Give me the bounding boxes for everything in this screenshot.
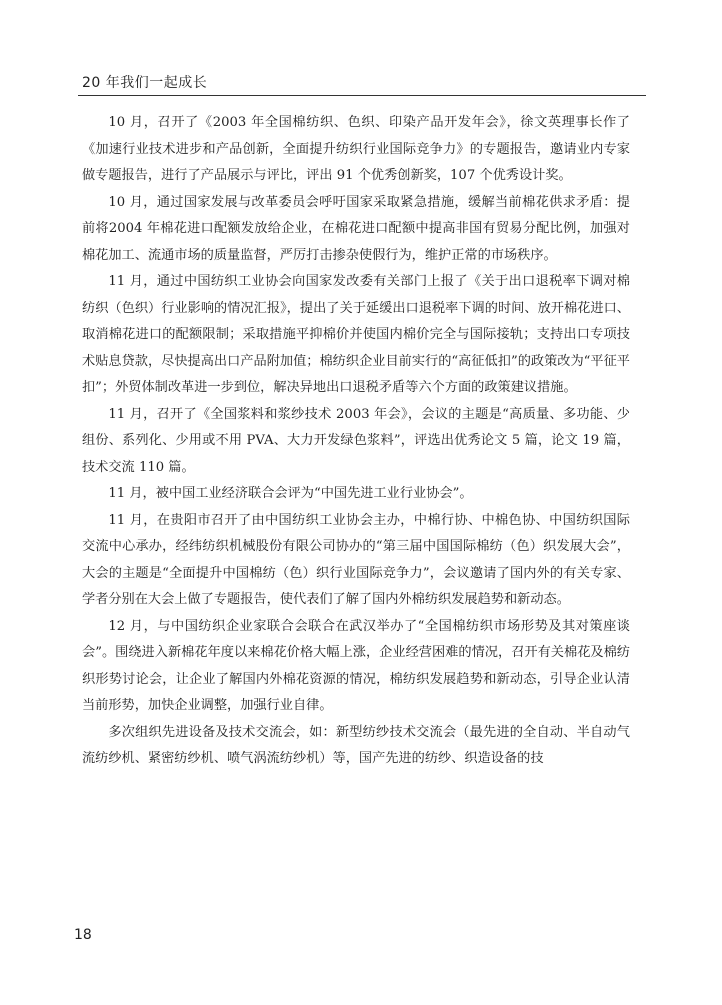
paragraph: 11 月，被中国工业经济联合会评为“中国先进工业行业协会”。 (108, 486, 473, 501)
paragraph: 11 月，通过中国纺织工业协会向国家发改委有关部门上报了《关于出口退税率下调对棉纺织（色织）行业影响的情况汇报》，提出了关于延缓出口退税率下调的时间、放开棉花进口、取消棉花进口的配额限制；采取措施平抑棉价并使国内棉价完全与国际接轨；支持出口专项技术贴息贷款，尽快提高出口产品附加值；棉纺织企业目前实行的“高征低扣”的政策改为“平征平扣”；外贸体制改革进一步到位，解决异地出口退税矛盾等六个方面的政策建议措施。 (82, 274, 630, 395)
page-number: 18 (74, 927, 92, 943)
running-header: 20 年我们一起成长 (82, 75, 208, 91)
paragraph: 11 月，召开了《全国浆料和浆纱技术 2003 年会》，会议的主题是“高质量、多功能、少组份、系列化、少用或不用 PVA、大力开发绿色浆料”，评选出优秀论文 5 篇，论文 19 篇，技术交流 110 篇。 (82, 406, 630, 475)
paragraph: 10 月，召开了《2003 年全国棉纺织、色织、印染产品开发年会》，徐文英理事长作了《加速行业技术进步和产品创新，全面提升纺织行业国际竞争力》的专题报告，邀请业内专家做专题报告，进行了产品展示与评比，评出 91 个优秀创新奖，107 个优秀设计奖。 (82, 115, 630, 183)
body-text (82, 110, 630, 773)
paragraph: 12 月，与中国纺织企业家联合会联合在武汉举办了“全国棉纺织市场形势及其对策座谈会”。围绕进入新棉花年度以来棉花价格大幅上涨，企业经营困难的情况，召开有关棉花及棉纺织形势讨论会，让企业了解国内外棉花资源的情况，棉纺织发展趋势和新动态，引导企业认清当前形势，加快企业调整，加强行业自律。 (82, 618, 630, 713)
paragraph: 多次组织先进设备及技术交流会，如：新型纺纱技术交流会（最先进的全自动、半自动气流纺纱机、紧密纺纱机、喷气涡流纺纱机）等，国产先进的纺纱、织造设备的技 (82, 724, 630, 766)
paragraph: 10 月，通过国家发展与改革委员会呼吁国家采取紧急措施，缓解当前棉花供求矛盾：提前将2004 年棉花进口配额发放给企业，在棉花进口配额中提高非国有贸易分配比例，加强对棉花加工、流通市场的质量监督，严厉打击掺杂使假行为，维护正常的市场秩序。 (82, 194, 630, 263)
header-rule (78, 95, 646, 96)
paragraph: 11 月，在贵阳市召开了由中国纺织工业协会主办，中棉行协、中棉色协、中国纺织国际交流中心承办，经纬纺织机械股份有限公司协办的“第三届中国国际棉纺（色）织发展大会”，大会的主题是“全面提升中国棉纺（色）织行业国际竞争力”，会议邀请了国内外的有关专家、学者分别在大会上做了专题报告，使代表们了解了国内外棉纺织发展趋势和新动态。 (82, 512, 630, 607)
